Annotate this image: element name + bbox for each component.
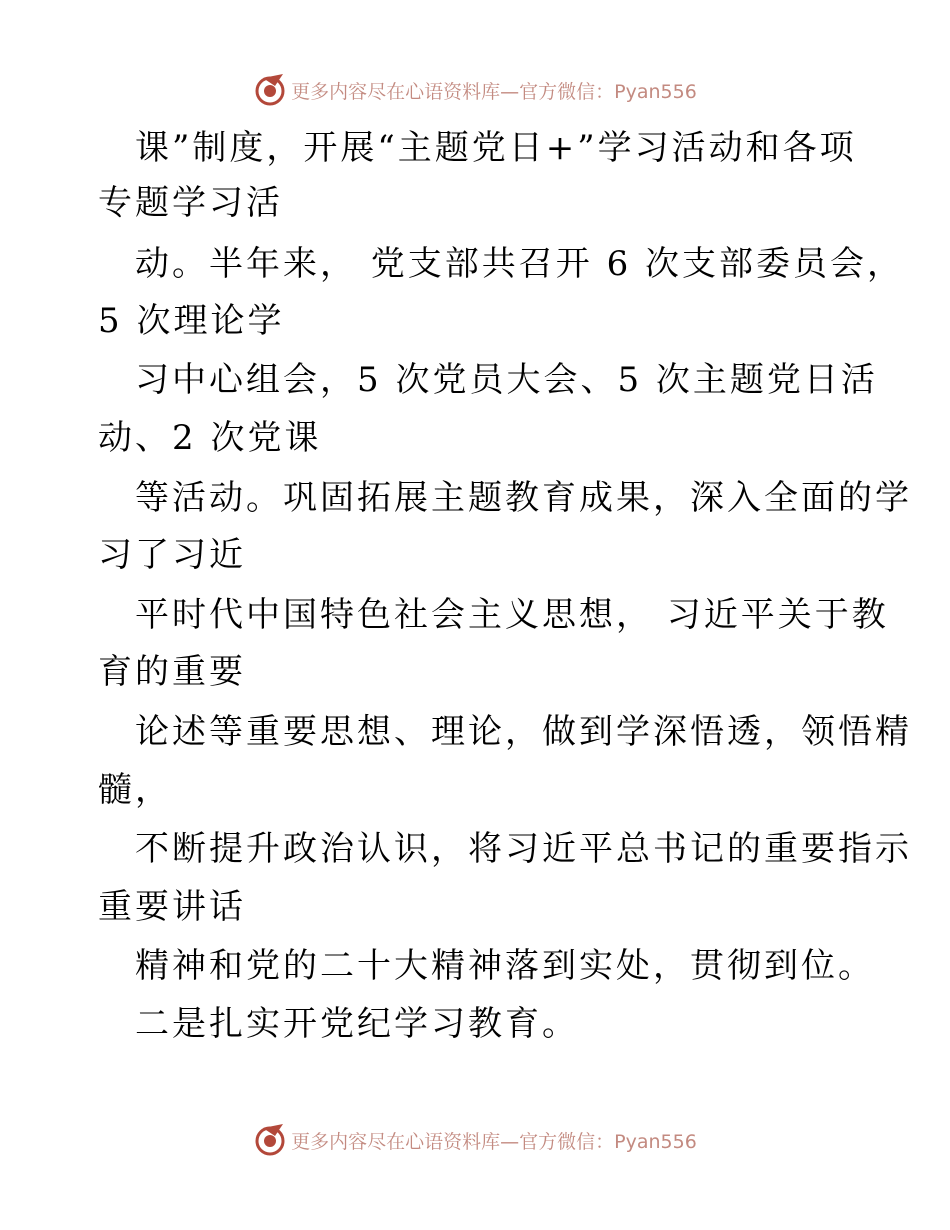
header-banner-text: 更多内容尽在心语资料库—官方微信：Pyan556 xyxy=(291,80,697,103)
text-line: 精神和党的二十大精神落到实处，贯彻到位。 xyxy=(135,946,875,986)
logo-icon xyxy=(253,72,289,108)
text-line: 不断提升政治认识，将习近平总书记的重要指示 xyxy=(135,829,912,869)
text-line: 习了习近 xyxy=(98,535,246,575)
text-line: 5 次理论学 xyxy=(98,301,285,341)
text-line: 二是扎实开党纪学习教育。 xyxy=(135,1004,579,1044)
text-line: 髓， xyxy=(98,770,172,810)
text-line: 平时代中国特色社会主义思想， 习近平关于教 xyxy=(135,595,889,635)
text-line: 育的重要 xyxy=(98,652,246,692)
text-line: 动。半年来， 党支部共召开 6 次支部委员会， xyxy=(135,244,905,284)
text-line: 等活动。巩固拓展主题教育成果，深入全面的学 xyxy=(135,478,912,518)
text-line: 专题学习活 xyxy=(98,183,283,223)
text-line: 论述等重要思想、理论，做到学深悟透，领悟精 xyxy=(135,712,912,752)
footer-banner xyxy=(0,1120,950,1160)
text-line: 动、2 次党课 xyxy=(98,418,322,458)
text-line: 习中心组会，5 次党员大会、5 次主题党日活 xyxy=(135,360,878,400)
text-line: 课”制度，开展“主题党日+”学习活动和各项 xyxy=(135,128,857,168)
header-banner xyxy=(0,70,950,110)
logo-icon xyxy=(253,1122,289,1158)
footer-banner-text: 更多内容尽在心语资料库—官方微信：Pyan556 xyxy=(291,1130,697,1153)
text-line: 重要讲话 xyxy=(98,887,246,927)
